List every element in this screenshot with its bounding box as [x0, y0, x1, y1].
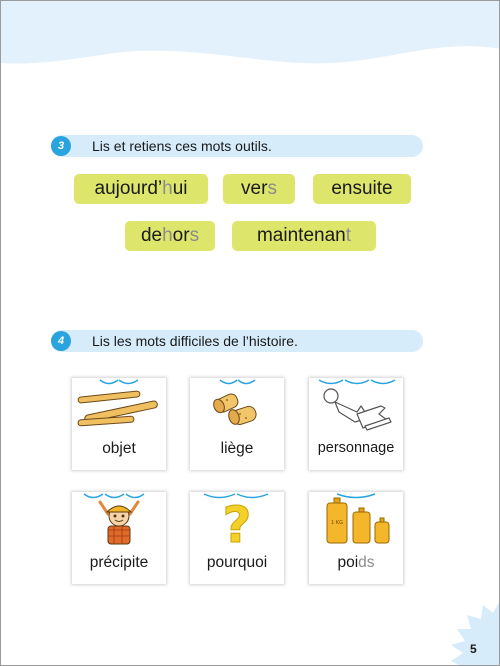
exercise-3-bar [51, 135, 423, 157]
card-word-pourquoi: pourquoi [206, 554, 268, 571]
word-dehors: dehors [125, 221, 215, 251]
word-card-personnage [309, 378, 403, 470]
word-vers: vers [223, 174, 295, 204]
exercise-3-instruction: Lis et retiens ces mots outils. [92, 138, 272, 154]
exercise-4-bar [51, 330, 423, 352]
word-card-precipite [72, 492, 166, 584]
exercise-4-number: 4 [51, 331, 71, 351]
top-wave-decoration [1, 1, 500, 71]
word-aujourdhui: aujourd’hui [74, 174, 208, 204]
weights-label: 1 KG [331, 520, 343, 526]
card-word-poids: poids [337, 554, 375, 571]
word-card-objet [72, 378, 166, 470]
syllable-arcs [190, 378, 284, 388]
word-maintenant: maintenant [232, 221, 376, 251]
exercise-4-instruction: Lis les mots difficiles de l’histoire. [92, 333, 298, 349]
syllable-arcs [309, 378, 403, 388]
page-number: 5 [470, 642, 477, 656]
page-corner-starburst [429, 599, 500, 666]
word-card-pourquoi [190, 492, 284, 584]
syllable-arcs [190, 492, 284, 502]
word-card-liege [190, 378, 284, 470]
card-word-liege: liège [220, 440, 254, 457]
card-word-personnage: personnage [317, 440, 395, 456]
word-card-poids [309, 492, 403, 584]
card-word-objet: objet [102, 440, 136, 457]
word-ensuite: ensuite [313, 174, 411, 204]
svg-text:?: ? [222, 496, 252, 552]
syllable-arcs [72, 492, 166, 502]
syllable-arcs [309, 492, 403, 502]
syllable-arcs [72, 378, 166, 388]
exercise-3-number: 3 [51, 136, 71, 156]
card-word-precipite: précipite [89, 554, 149, 571]
